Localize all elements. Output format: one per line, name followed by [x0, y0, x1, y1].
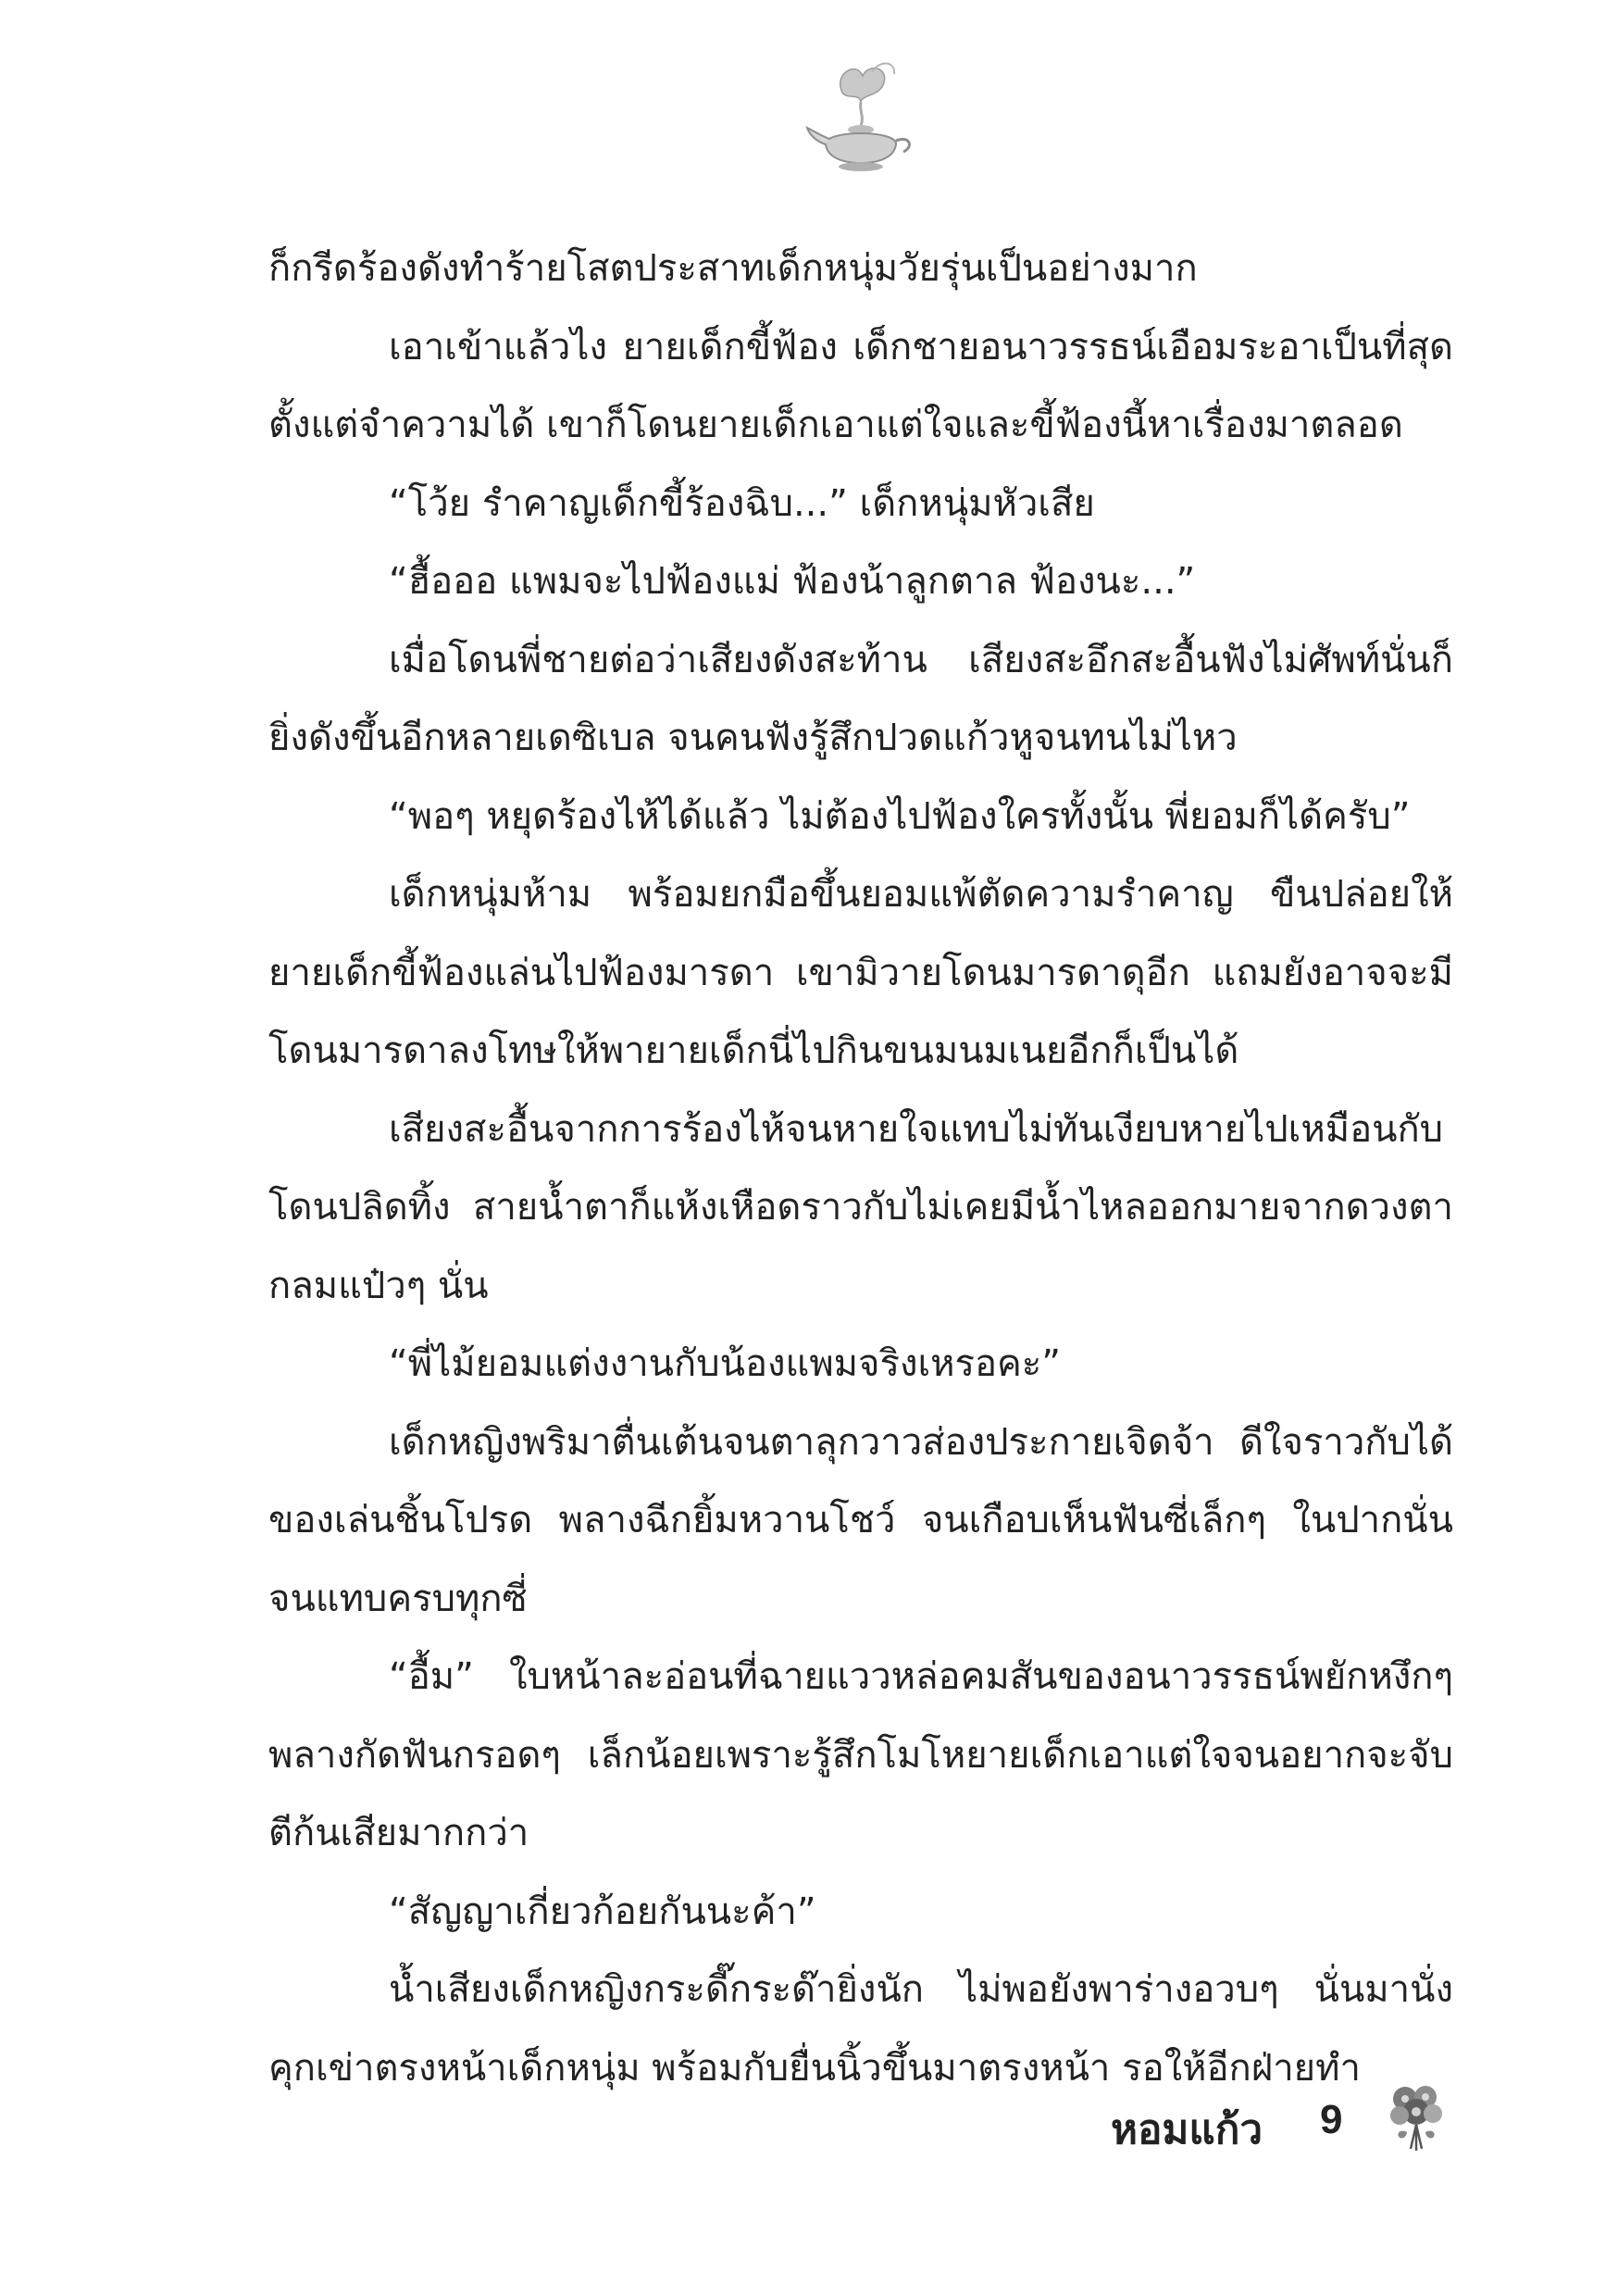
flower-bouquet-icon: [1379, 2078, 1453, 2152]
genie-lamp-icon: [805, 56, 916, 176]
page-number: 9: [1320, 2097, 1343, 2142]
paragraph: “พี่ไม้ยอมแต่งงานกับน้องแพมจริงเหรอคะ”: [389, 1342, 1062, 1385]
paragraph: “ฮื้อออ แพมจะไปฟ้องแม่ ฟ้องน้าลูกตาล ฟ้องนะ...”: [389, 560, 1196, 603]
paragraph: ก็กรีดร้องดังทำร้ายโสตประสาทเด็กหนุ่มวัยรุ่นเป็นอย่างมาก: [268, 247, 1198, 290]
paragraph: เด็กหนุ่มห้าม พร้อมยกมือขึ้นยอมแพ้ตัดความรำคาญ ขืนปล่อยให้ยายเด็กขี้ฟ้องแล่นไปฟ้องมารดา เขามิวายโดนมารดาดุอีก แถมยังอาจจะมีโดนมารดาลงโทษให้พายายเด็กนี่ไปกินขนมนมเนยอีกก็เป็นได้: [268, 873, 1453, 1072]
paragraph: เสียงสะอื้นจากการร้องไห้จนหายใจแทบไม่ทันเงียบหายไปเหมือนกับโดนปลิดทิ้ง สายน้ำตาก็แห้งเหือดราวกับไม่เคยมีน้ำไหลออกมายจากดวงตากลมแป๋วๆ นั่น: [268, 1107, 1453, 1307]
paragraph: “สัญญาเกี่ยวก้อยกันนะค้า”: [389, 1890, 816, 1933]
paragraph: “โว้ย รำคาญเด็กขี้ร้องฉิบ...” เด็กหนุ่มหัวเสีย: [389, 481, 1095, 525]
book-title: หอมแก้ว: [1111, 2106, 1263, 2153]
paragraph: เอาเข้าแล้วไง ยายเด็กขี้ฟ้อง เด็กชายอนาวรรธน์เอือมระอาเป็นที่สุด ตั้งแต่จำความได้ เขาก็โดนยายเด็กเอาแต่ใจและขี้ฟ้องนี้หาเรื่องมาตลอด: [268, 325, 1453, 446]
paragraph: เมื่อโดนพี่ชายต่อว่าเสียงดังสะท้าน เสียงสะอึกสะอื้นฟังไม่ศัพท์นั่นก็ยิ่งดังขึ้นอีกหลายเดซิเบล จนคนฟังรู้สึกปวดแก้วหูจนทนไม่ไหว: [268, 638, 1453, 759]
body-text: [268, 230, 1453, 2107]
paragraph: น้ำเสียงเด็กหญิงกระดี๊กระด๊ายิ่งนัก ไม่พอยังพาร่างอวบๆ นั่นมานั่งคุกเข่าตรงหน้าเด็กหนุ่ม พร้อมกับยื่นนิ้วขึ้นมาตรงหน้า รอให้อีกฝ่ายทำ: [268, 1968, 1453, 2090]
paragraph: เด็กหญิงพริมาตื่นเต้นจนตาลุกวาวส่องประกายเจิดจ้า ดีใจราวกับได้ของเล่นชิ้นโปรด พลางฉีกยิ้มหวานโชว์ จนเกือบเห็นฟันซี่เล็กๆ ในปากนั่นจนแทบครบทุกซี่: [268, 1420, 1453, 1620]
paragraph: “อื้ม” ใบหน้าละอ่อนที่ฉายแววหล่อคมสันของอนาวรรธน์พยักหงึกๆ พลางกัดฟันกรอดๆ เล็กน้อยเพราะรู้สึกโมโหยายเด็กเอาแต่ใจจนอยากจะจับตีก้นเสียมากกว่า: [268, 1655, 1453, 1854]
paragraph: “พอๆ หยุดร้องไห้ได้แล้ว ไม่ต้องไปฟ้องใครทั้งนั้น พี่ยอมก็ได้ครับ”: [389, 794, 1411, 838]
